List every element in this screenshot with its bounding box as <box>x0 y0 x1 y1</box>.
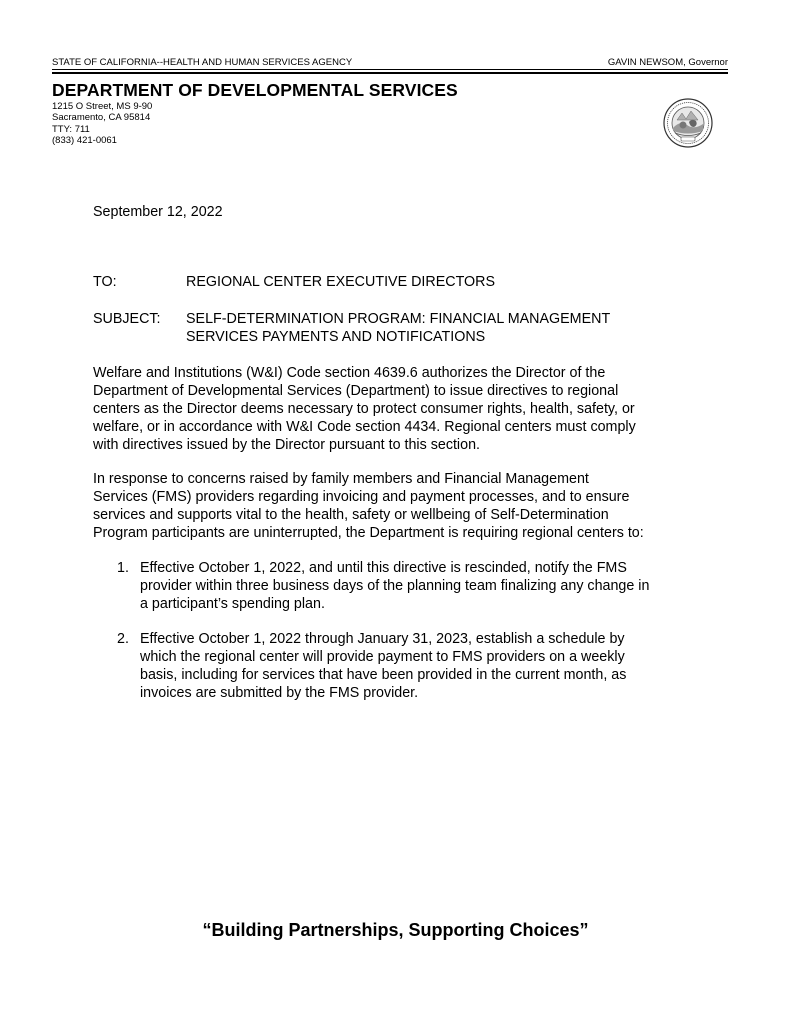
phone-line: (833) 421-0061 <box>52 135 117 147</box>
list-item-text <box>140 630 700 702</box>
list-item-number: 1. <box>117 560 129 576</box>
letterhead-rule-thin <box>52 69 728 70</box>
subject-label: SUBJECT: <box>93 311 161 327</box>
paragraph-authority <box>93 364 703 454</box>
address-line: Sacramento, CA 95814 <box>52 112 151 124</box>
address-line: 1215 O Street, MS 9-90 <box>52 101 153 112</box>
paragraph-line: Program participants are uninterrupted, the Department is requiring regional centers to: <box>93 525 644 541</box>
list-item-line: invoices are submitted by the FMS provider. <box>140 685 419 701</box>
department-name: DEPARTMENT OF DEVELOPMENTAL SERVICES <box>52 80 458 100</box>
subject-value <box>186 310 666 346</box>
to-label: TO: <box>93 274 117 290</box>
paragraph-line: centers as the Director deems necessary to protect consumer rights, health, safety, or <box>93 401 635 417</box>
paragraph-line: Services (FMS) providers regarding invoicing and payment processes, and to ensure <box>93 489 630 505</box>
paragraph-line: welfare, or in accordance with W&I Code section 4434. Regional centers must comply <box>93 419 636 435</box>
paragraph-line: In response to concerns raised by family members and Financial Management <box>93 471 589 487</box>
agency-name: STATE OF CALIFORNIA--HEALTH AND HUMAN SERVICES AGENCY <box>52 57 353 68</box>
list-item-line: which the regional center will provide payment to FMS providers on a weekly <box>140 649 625 665</box>
letterhead-top-line <box>52 56 728 69</box>
subject-line: SERVICES PAYMENTS AND NOTIFICATIONS <box>186 329 486 345</box>
subject-line: SELF-DETERMINATION PROGRAM: FINANCIAL MANAGEMENT <box>186 311 611 327</box>
letterhead-rule-thick <box>52 72 728 74</box>
list-item-line: Effective October 1, 2022, and until this directive is rescinded, notify the FMS <box>140 560 627 576</box>
paragraph-response <box>93 470 703 542</box>
list-item-line: provider within three business days of the planning team finalizing any change in <box>140 578 650 594</box>
to-value: REGIONAL CENTER EXECUTIVE DIRECTORS <box>186 274 496 290</box>
department-address <box>52 101 152 147</box>
list-item-number: 2. <box>117 631 129 647</box>
paragraph-line: services and supports vital to the health, safety or wellbeing of Self-Determination <box>93 507 609 523</box>
paragraph-line: with directives issued by the Director pursuant to this section. <box>93 437 480 453</box>
footer-motto: “Building Partnerships, Supporting Choices” <box>202 920 589 940</box>
governor-name: GAVIN NEWSOM, Governor <box>607 57 728 68</box>
tty-line: TTY: 711 <box>52 123 90 135</box>
paragraph-line: Welfare and Institutions (W&I) Code section 4639.6 authorizes the Director of the <box>93 365 606 381</box>
list-item-line: a participant’s spending plan. <box>140 596 325 612</box>
list-item-line: Effective October 1, 2022 through January 31, 2023, establish a schedule by <box>140 631 625 647</box>
list-item-line: basis, including for services that have been provided in the current month, as <box>140 667 627 683</box>
state-seal-icon <box>663 98 713 148</box>
paragraph-line: Department of Developmental Services (Department) to issue directives to regional <box>93 383 619 399</box>
list-item-text <box>140 559 700 613</box>
letter-date: September 12, 2022 <box>93 204 223 220</box>
